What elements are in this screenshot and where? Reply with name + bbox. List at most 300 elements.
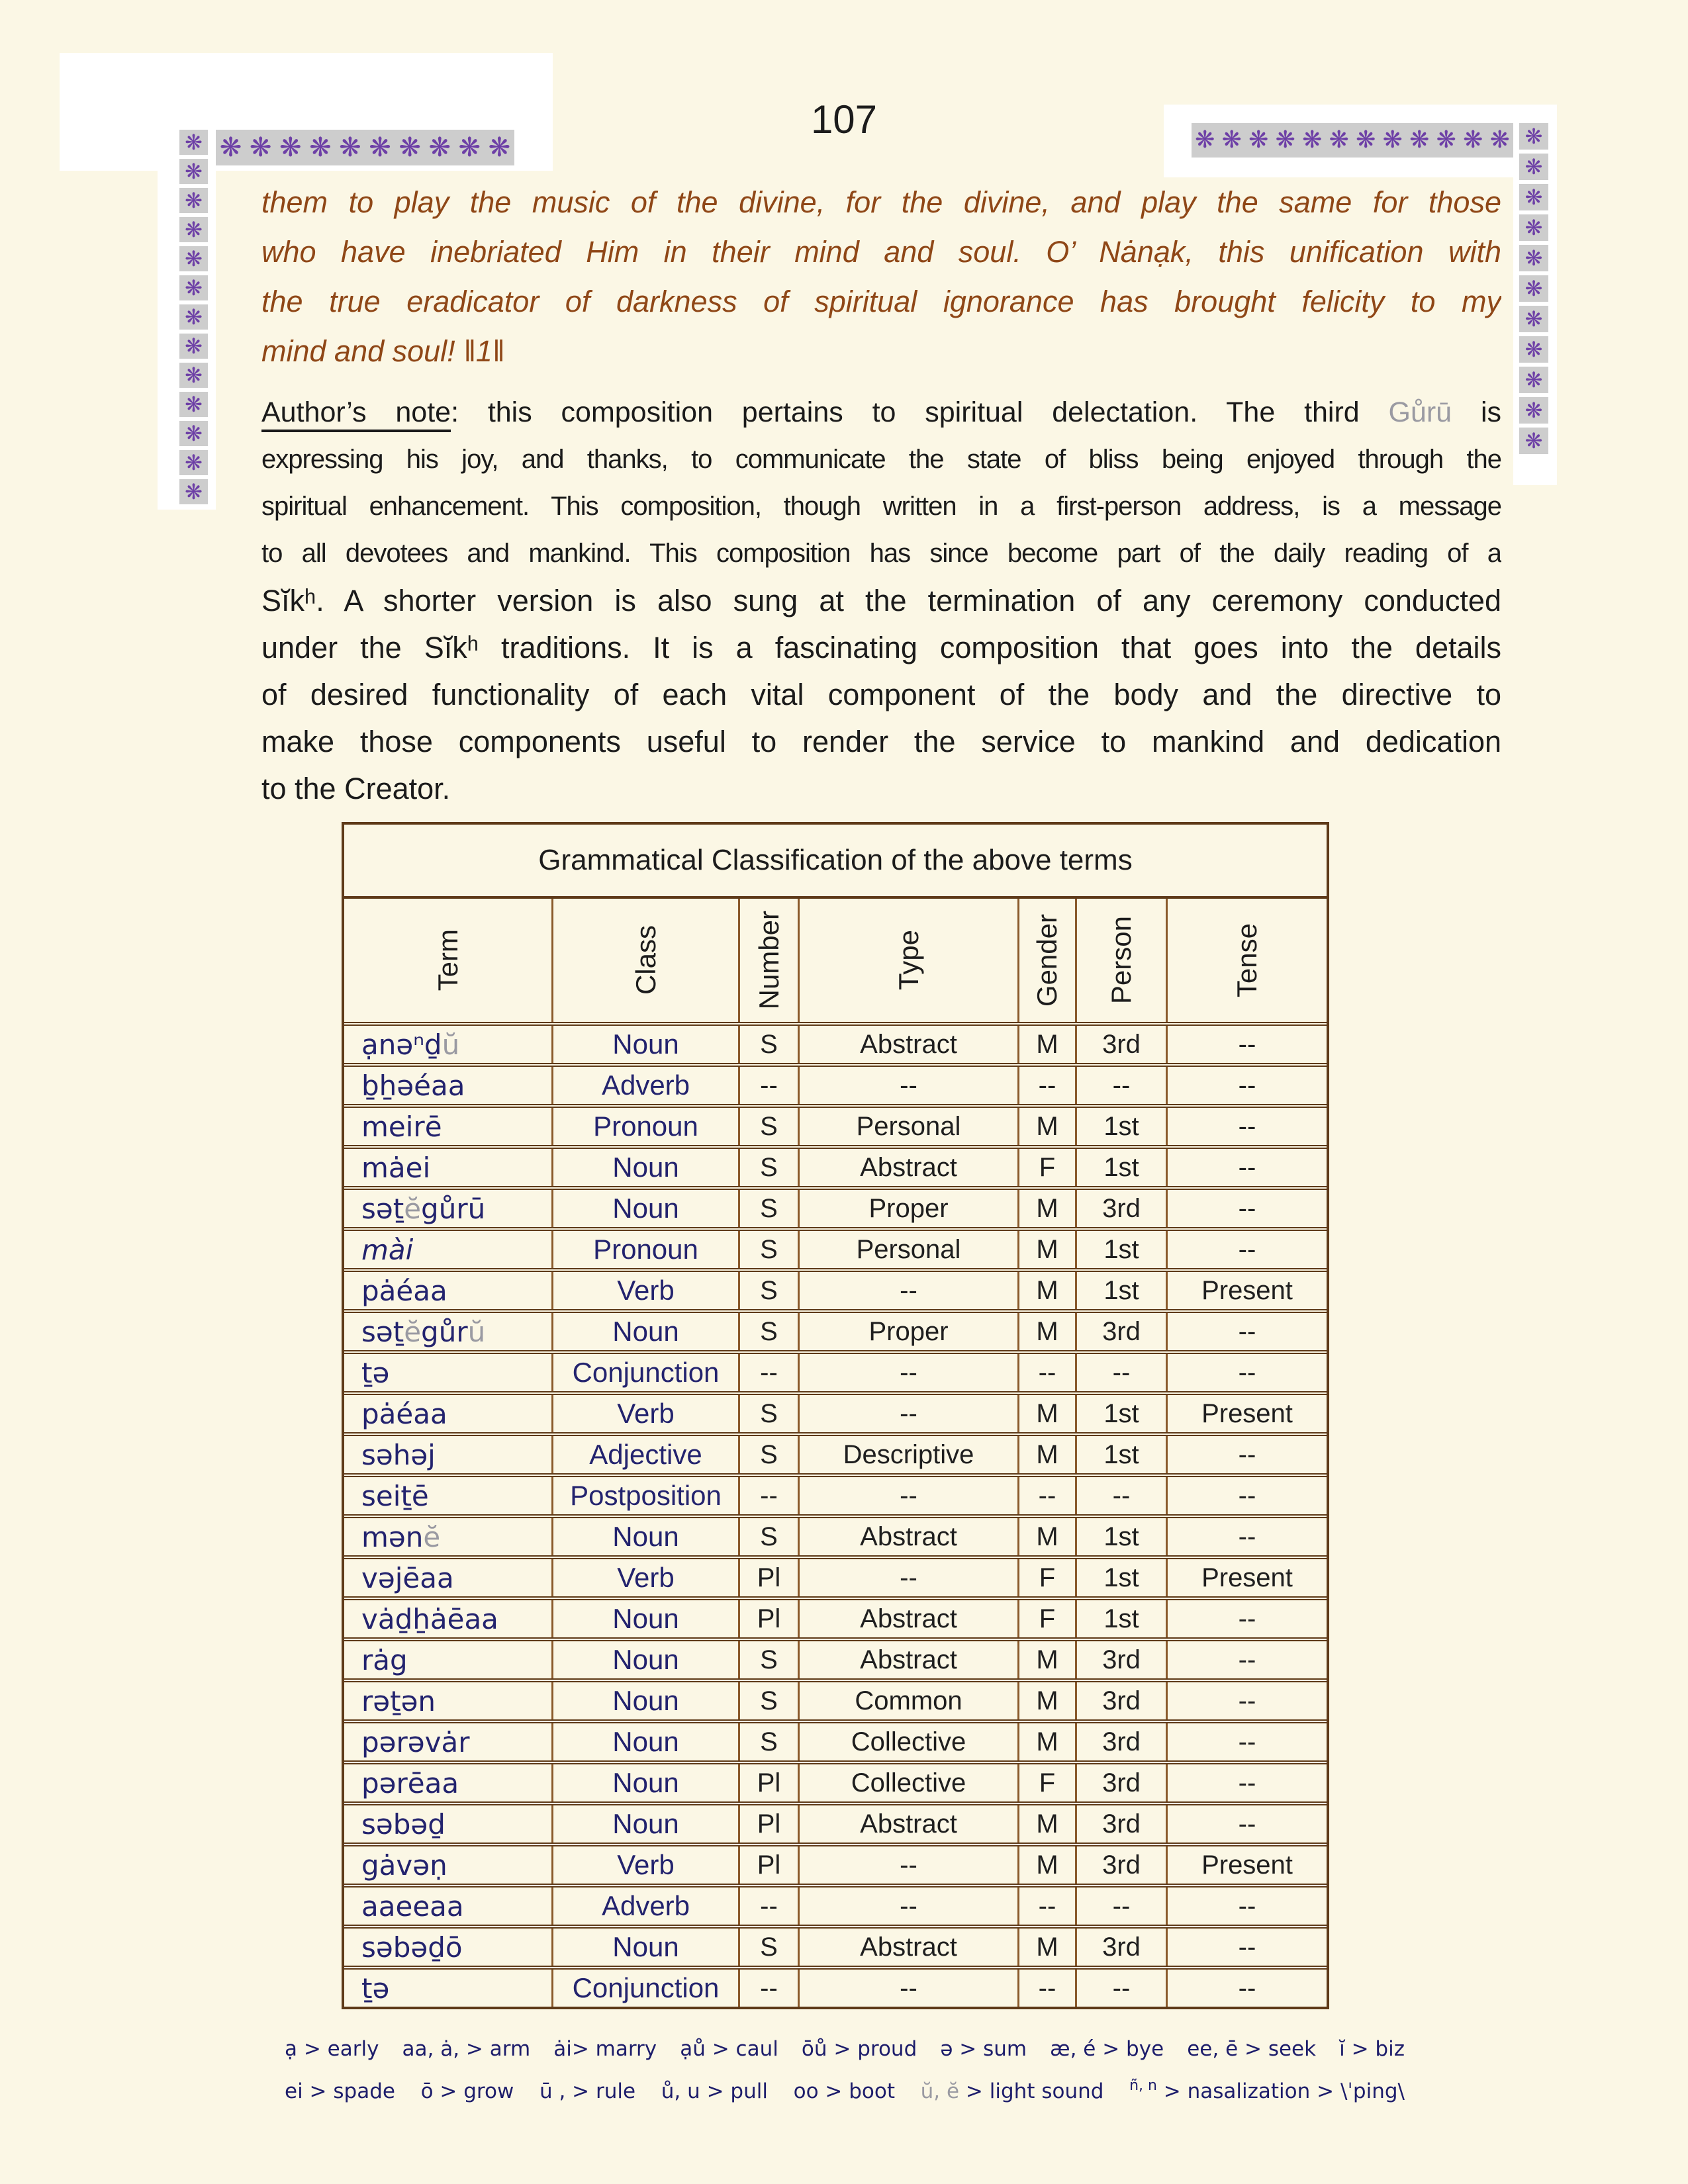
term-text: ạnəⁿḏ — [361, 1028, 442, 1061]
class-cell: Adverb — [551, 1888, 738, 1925]
flower-ornament-icon: ❋ — [1221, 126, 1242, 154]
flower-ornament-icon: ❋ — [458, 132, 481, 163]
column-header-class — [551, 899, 738, 1022]
person-cell: 1st — [1075, 1559, 1166, 1596]
right-ornament-column — [1519, 123, 1548, 454]
flower-ornament-icon: ❋ — [1275, 126, 1295, 154]
page-number: 107 — [810, 97, 878, 142]
tense-cell: -- — [1166, 1929, 1327, 1966]
type-cell: Common — [798, 1682, 1017, 1719]
tense-cell: -- — [1166, 1436, 1327, 1473]
number-cell: S — [738, 1518, 798, 1555]
term-text: gůr — [421, 1315, 468, 1348]
gender-cell: M — [1017, 1723, 1075, 1760]
number-cell: S — [738, 1929, 798, 1966]
type-cell: -- — [798, 1846, 1017, 1884]
term-cell — [344, 1846, 551, 1884]
flower-ornament-icon: ❋ — [1382, 126, 1403, 154]
term-cell — [344, 1764, 551, 1801]
pronunciation-key-item — [421, 2079, 514, 2103]
number-cell: S — [738, 1108, 798, 1145]
column-header-gender — [1017, 899, 1075, 1022]
term-cell — [344, 1723, 551, 1760]
class-cell: Noun — [551, 1682, 738, 1719]
note-line: expressing his joy, and thanks, to communicate the state of bliss being enjoyed through the — [261, 445, 1501, 474]
term-text: ḇẖəéaa — [361, 1069, 465, 1102]
flower-ornament-icon: ❋ — [179, 217, 208, 242]
pronunciation-key-item — [1129, 2079, 1405, 2103]
term-text: ĕ — [404, 1192, 422, 1225]
term-cell — [344, 1436, 551, 1473]
table-row — [344, 1350, 1327, 1391]
flower-ornament-icon: ❋ — [1409, 126, 1430, 154]
type-cell: -- — [798, 1559, 1017, 1596]
gender-cell: -- — [1017, 1970, 1075, 2007]
pronunciation-key-item — [940, 2037, 1027, 2061]
class-cell: Verb — [551, 1272, 738, 1309]
table-row — [344, 1801, 1327, 1843]
term-text: mən — [361, 1520, 424, 1553]
gender-cell: F — [1017, 1559, 1075, 1596]
note-line: Sĭkʰ. A shorter version is also sung at the termination of any ceremony conducted — [261, 584, 1501, 617]
term-cell — [344, 1149, 551, 1186]
term-text: vəjēaa — [361, 1561, 454, 1594]
table-row — [344, 1719, 1327, 1760]
flower-ornament-icon: ❋ — [179, 450, 208, 475]
gender-cell: -- — [1017, 1888, 1075, 1925]
gender-cell: M — [1017, 1436, 1075, 1473]
pronunciation-key-item — [402, 2037, 531, 2061]
tense-cell: -- — [1166, 1518, 1327, 1555]
flower-ornament-icon: ❋ — [339, 132, 361, 163]
number-cell: -- — [738, 1067, 798, 1104]
tense-cell: -- — [1166, 1149, 1327, 1186]
quote-line: who have inebriated Him in their mind and soul. O’ Nȧnạk, this unification with — [261, 235, 1501, 269]
gender-cell: -- — [1017, 1477, 1075, 1514]
authors-note — [261, 389, 1501, 812]
class-cell: Noun — [551, 1313, 738, 1350]
number-cell: Pl — [738, 1559, 798, 1596]
table-row — [344, 1309, 1327, 1350]
person-cell: 1st — [1075, 1149, 1166, 1186]
term-text: ĕ — [404, 1315, 422, 1348]
key-text: > nasalization > \ˈping\ — [1156, 2079, 1405, 2103]
type-cell: Abstract — [798, 1026, 1017, 1063]
key-text: ōů > proud — [801, 2037, 917, 2061]
key-text: ū , > rule — [539, 2079, 636, 2103]
number-cell: Pl — [738, 1805, 798, 1843]
header-label: Tense — [1231, 923, 1262, 998]
person-cell: -- — [1075, 1477, 1166, 1514]
class-cell: Postposition — [551, 1477, 738, 1514]
class-cell: Noun — [551, 1929, 738, 1966]
table-row — [344, 1186, 1327, 1227]
flower-ornament-icon: ❋ — [219, 132, 242, 163]
pronunciation-key-row-1 — [285, 2037, 1405, 2061]
type-cell: Personal — [798, 1231, 1017, 1268]
type-cell: -- — [798, 1354, 1017, 1391]
type-cell: Personal — [798, 1108, 1017, 1145]
type-cell: Proper — [798, 1190, 1017, 1227]
term-cell — [344, 1313, 551, 1350]
tense-cell: -- — [1166, 1970, 1327, 2007]
gender-cell: M — [1017, 1231, 1075, 1268]
tense-cell: -- — [1166, 1682, 1327, 1719]
gender-cell: M — [1017, 1682, 1075, 1719]
class-cell: Noun — [551, 1518, 738, 1555]
flower-ornament-icon: ❋ — [1248, 126, 1269, 154]
pronunciation-key-item — [1050, 2037, 1164, 2061]
number-cell: S — [738, 1231, 798, 1268]
tense-cell: -- — [1166, 1026, 1327, 1063]
term-text: gůrū — [421, 1192, 486, 1225]
pronunciation-key-item — [661, 2079, 768, 2103]
term-cell — [344, 1970, 551, 2007]
flower-ornament-icon: ❋ — [428, 132, 451, 163]
table-row — [344, 1022, 1327, 1063]
pronunciation-key-item — [680, 2037, 778, 2061]
quote-line: them to play the music of the divine, for the divine, and play the same for those — [261, 185, 1501, 219]
number-cell: S — [738, 1436, 798, 1473]
number-cell: S — [738, 1190, 798, 1227]
class-cell: Noun — [551, 1641, 738, 1678]
flower-ornament-icon: ❋ — [1489, 126, 1510, 154]
tense-cell: -- — [1166, 1641, 1327, 1678]
tense-cell: -- — [1166, 1477, 1327, 1514]
type-cell: Abstract — [798, 1518, 1017, 1555]
gender-cell: M — [1017, 1846, 1075, 1884]
person-cell: -- — [1075, 1888, 1166, 1925]
note-text: : this composition pertains to spiritual delectation. The third — [451, 396, 1389, 428]
term-text: pərēaa — [361, 1766, 459, 1799]
pronunciation-key-item — [794, 2079, 895, 2103]
pronunciation-key-item — [285, 2037, 379, 2061]
term-cell — [344, 1395, 551, 1432]
gender-cell: F — [1017, 1764, 1075, 1801]
type-cell: -- — [798, 1272, 1017, 1309]
note-line: of desired functionality of each vital component of the body and the directive to — [261, 678, 1501, 711]
class-cell: Noun — [551, 1149, 738, 1186]
flower-ornament-icon: ❋ — [309, 132, 332, 163]
gender-cell: M — [1017, 1272, 1075, 1309]
tense-cell: -- — [1166, 1354, 1327, 1391]
tense-cell: -- — [1166, 1108, 1327, 1145]
type-cell: -- — [798, 1395, 1017, 1432]
flower-ornament-icon: ❋ — [179, 363, 208, 388]
pronunciation-key-item — [921, 2079, 1104, 2103]
term-text: pȧéaa — [361, 1397, 447, 1430]
type-cell: Abstract — [798, 1149, 1017, 1186]
number-cell: Pl — [738, 1764, 798, 1801]
table-row — [344, 1104, 1327, 1145]
flower-ornament-icon: ❋ — [1329, 126, 1349, 154]
class-cell: Conjunction — [551, 1970, 738, 2007]
class-cell: Verb — [551, 1559, 738, 1596]
gender-cell: M — [1017, 1929, 1075, 1966]
pronunciation-key-item — [1339, 2037, 1405, 2061]
person-cell: 3rd — [1075, 1764, 1166, 1801]
term-text: pȧéaa — [361, 1274, 447, 1307]
flower-ornament-icon: ❋ — [1519, 336, 1548, 363]
note-line: spiritual enhancement. This composition, though written in a first-person address, is a message — [261, 492, 1501, 521]
term-text: seiṯē — [361, 1479, 429, 1512]
person-cell: 3rd — [1075, 1313, 1166, 1350]
gender-cell: M — [1017, 1190, 1075, 1227]
class-cell: Pronoun — [551, 1231, 738, 1268]
class-cell: Adjective — [551, 1436, 738, 1473]
table-row — [344, 1637, 1327, 1678]
flower-ornament-icon: ❋ — [488, 132, 511, 163]
pronunciation-key-item — [285, 2079, 395, 2103]
term-cell — [344, 1888, 551, 1925]
type-cell: Abstract — [798, 1641, 1017, 1678]
column-header-person — [1075, 899, 1166, 1022]
term-text: vȧḏẖȧēaa — [361, 1602, 498, 1635]
key-text: ạů > caul — [680, 2037, 778, 2061]
key-text: ō > grow — [420, 2079, 514, 2103]
term-cell — [344, 1641, 551, 1678]
note-line: to the Creator. — [261, 772, 451, 805]
term-text: mài — [361, 1233, 414, 1266]
header-label: Term — [432, 929, 463, 991]
number-cell: S — [738, 1641, 798, 1678]
term-text: səhəj — [361, 1438, 436, 1471]
tense-cell: -- — [1166, 1764, 1327, 1801]
term-cell — [344, 1108, 551, 1145]
header-label: Class — [630, 925, 661, 995]
gender-cell: M — [1017, 1026, 1075, 1063]
type-cell: Proper — [798, 1313, 1017, 1350]
person-cell: -- — [1075, 1067, 1166, 1104]
term-text: meirē — [361, 1110, 442, 1143]
flower-ornament-icon: ❋ — [1519, 397, 1548, 424]
type-cell: Abstract — [798, 1600, 1017, 1637]
note-line: under the Sĭkʰ traditions. It is a fascinating composition that goes into the details — [261, 631, 1501, 664]
person-cell: -- — [1075, 1354, 1166, 1391]
term-cell — [344, 1354, 551, 1391]
nasalization-chars: ñ, n — [1129, 2077, 1157, 2094]
table-row — [344, 1596, 1327, 1637]
key-text: oo > boot — [793, 2079, 895, 2103]
note-text: is — [1452, 396, 1501, 428]
gender-cell: M — [1017, 1518, 1075, 1555]
term-cell — [344, 1272, 551, 1309]
person-cell: 1st — [1075, 1272, 1166, 1309]
pronunciation-key-item — [1187, 2037, 1316, 2061]
note-heading: Author’s note — [261, 396, 451, 432]
opening-quote — [261, 177, 1501, 376]
type-cell: Collective — [798, 1723, 1017, 1760]
person-cell: 1st — [1075, 1108, 1166, 1145]
key-text: aa, ȧ, > arm — [402, 2037, 531, 2061]
type-cell: Collective — [798, 1764, 1017, 1801]
term-cell — [344, 1477, 551, 1514]
person-cell: 1st — [1075, 1600, 1166, 1637]
pronunciation-key-item — [553, 2037, 657, 2061]
flower-ornament-icon: ❋ — [179, 159, 208, 184]
table-row — [344, 1268, 1327, 1309]
term-cell — [344, 1600, 551, 1637]
term-cell — [344, 1067, 551, 1104]
tense-cell: -- — [1166, 1600, 1327, 1637]
term-text: ṯə — [361, 1972, 390, 2005]
term-text: səbəḏ — [361, 1807, 445, 1841]
term-cell — [344, 1682, 551, 1719]
term-cell — [344, 1559, 551, 1596]
note-line: make those components useful to render the service to mankind and dedication — [261, 725, 1501, 758]
key-text: ů, u > pull — [661, 2079, 768, 2103]
gender-cell: M — [1017, 1313, 1075, 1350]
term-cell — [344, 1190, 551, 1227]
flower-ornament-icon: ❋ — [1519, 428, 1548, 454]
term-text: pərəvȧr — [361, 1725, 470, 1758]
number-cell: -- — [738, 1888, 798, 1925]
class-cell: Adverb — [551, 1067, 738, 1104]
number-cell: Pl — [738, 1846, 798, 1884]
class-cell: Conjunction — [551, 1354, 738, 1391]
table-title: Grammatical Classification of the above terms — [538, 844, 1133, 876]
person-cell: -- — [1075, 1970, 1166, 2007]
term-cell — [344, 1231, 551, 1268]
table-row — [344, 1966, 1327, 2007]
tense-cell: -- — [1166, 1313, 1327, 1350]
person-cell: 1st — [1075, 1395, 1166, 1432]
number-cell: S — [738, 1723, 798, 1760]
note-line — [261, 389, 1501, 436]
term-cell — [344, 1518, 551, 1555]
flower-ornament-icon: ❋ — [1356, 126, 1376, 154]
person-cell: 3rd — [1075, 1805, 1166, 1843]
header-label: Number — [753, 911, 784, 1010]
term-text: aaeeaa — [361, 1889, 464, 1923]
header-label: Gender — [1031, 913, 1062, 1007]
column-header-term — [344, 899, 551, 1022]
class-cell: Noun — [551, 1764, 738, 1801]
term-text: rəṯən — [361, 1684, 436, 1717]
person-cell: 3rd — [1075, 1723, 1166, 1760]
flower-ornament-icon: ❋ — [1436, 126, 1456, 154]
gender-cell: F — [1017, 1149, 1075, 1186]
tense-cell: -- — [1166, 1067, 1327, 1104]
flower-ornament-icon: ❋ — [369, 132, 391, 163]
class-cell: Noun — [551, 1190, 738, 1227]
key-text: ə > sum — [940, 2037, 1027, 2061]
tense-cell: -- — [1166, 1888, 1327, 1925]
gender-cell: M — [1017, 1395, 1075, 1432]
class-cell: Pronoun — [551, 1108, 738, 1145]
table-row — [344, 1884, 1327, 1925]
type-cell: -- — [798, 1067, 1017, 1104]
table-row — [344, 1432, 1327, 1473]
gender-cell: M — [1017, 1108, 1075, 1145]
note-line: to all devotees and mankind. This composition has since become part of the daily reading of a — [261, 539, 1501, 568]
table-row — [344, 1227, 1327, 1268]
pronunciation-key-item — [539, 2079, 635, 2103]
class-cell: Verb — [551, 1846, 738, 1884]
type-cell: Abstract — [798, 1805, 1017, 1843]
tense-cell: Present — [1166, 1395, 1327, 1432]
term-text: ŭ — [442, 1028, 460, 1061]
person-cell: 3rd — [1075, 1190, 1166, 1227]
left-ornament-column — [179, 130, 208, 504]
flower-ornament-icon: ❋ — [399, 132, 421, 163]
quote-line: the true eradicator of darkness of spiritual ignorance has brought felicity to my — [261, 285, 1501, 318]
header-label: Type — [892, 930, 924, 991]
tense-cell: -- — [1166, 1190, 1327, 1227]
class-cell: Verb — [551, 1395, 738, 1432]
flower-ornament-icon: ❋ — [179, 421, 208, 446]
term-text: ĕ — [423, 1520, 441, 1553]
term-text: səṯ — [361, 1192, 404, 1225]
flower-ornament-icon: ❋ — [1463, 126, 1483, 154]
flower-ornament-icon: ❋ — [1519, 154, 1548, 180]
flower-ornament-icon: ❋ — [179, 130, 208, 155]
number-cell: S — [738, 1026, 798, 1063]
gender-cell: M — [1017, 1641, 1075, 1678]
flower-ornament-icon: ❋ — [1519, 123, 1548, 150]
key-text: æ, é > bye — [1050, 2037, 1164, 2061]
person-cell: 1st — [1075, 1518, 1166, 1555]
flower-ornament-icon: ❋ — [179, 392, 208, 417]
person-cell: 3rd — [1075, 1641, 1166, 1678]
tense-cell: -- — [1166, 1723, 1327, 1760]
table-row — [344, 1925, 1327, 1966]
column-header-type — [798, 899, 1017, 1022]
person-cell: 1st — [1075, 1231, 1166, 1268]
type-cell: Descriptive — [798, 1436, 1017, 1473]
table-row — [344, 1678, 1327, 1719]
flower-ornament-icon: ❋ — [1195, 126, 1215, 154]
table-row — [344, 1391, 1327, 1432]
person-cell: 1st — [1075, 1436, 1166, 1473]
key-text: ei > spade — [285, 2079, 395, 2103]
table-row — [344, 1843, 1327, 1884]
flower-ornament-icon: ❋ — [1519, 306, 1548, 332]
flower-ornament-icon: ❋ — [179, 188, 208, 213]
tense-cell: Present — [1166, 1559, 1327, 1596]
pronunciation-key-row-2 — [285, 2079, 1405, 2103]
type-cell: Abstract — [798, 1929, 1017, 1966]
flower-ornament-icon: ❋ — [179, 246, 208, 271]
table-row — [344, 1473, 1327, 1514]
gender-cell: M — [1017, 1805, 1075, 1843]
flower-ornament-icon: ❋ — [179, 304, 208, 330]
key-text: > light sound — [959, 2079, 1104, 2103]
term-cell — [344, 1805, 551, 1843]
term-cell — [344, 1026, 551, 1063]
number-cell: Pl — [738, 1600, 798, 1637]
flower-ornament-icon: ❋ — [1302, 126, 1323, 154]
number-cell: S — [738, 1313, 798, 1350]
flower-ornament-icon: ❋ — [249, 132, 272, 163]
quote-line: mind and soul! ‖1‖ — [261, 334, 505, 368]
person-cell: 3rd — [1075, 1682, 1166, 1719]
person-cell: 3rd — [1075, 1026, 1166, 1063]
number-cell: -- — [738, 1354, 798, 1391]
grammar-table — [342, 822, 1329, 2009]
key-text: ȧi> marry — [553, 2037, 657, 2061]
term-text: mȧei — [361, 1151, 431, 1184]
header-label: Person — [1105, 916, 1137, 1005]
class-cell: Noun — [551, 1805, 738, 1843]
flower-ornament-icon: ❋ — [279, 132, 302, 163]
column-header-tense — [1166, 899, 1327, 1022]
column-header-number — [738, 899, 798, 1022]
table-row — [344, 1760, 1327, 1801]
flower-ornament-icon: ❋ — [179, 275, 208, 300]
gender-cell: -- — [1017, 1354, 1075, 1391]
term-text: rȧg — [361, 1643, 408, 1676]
